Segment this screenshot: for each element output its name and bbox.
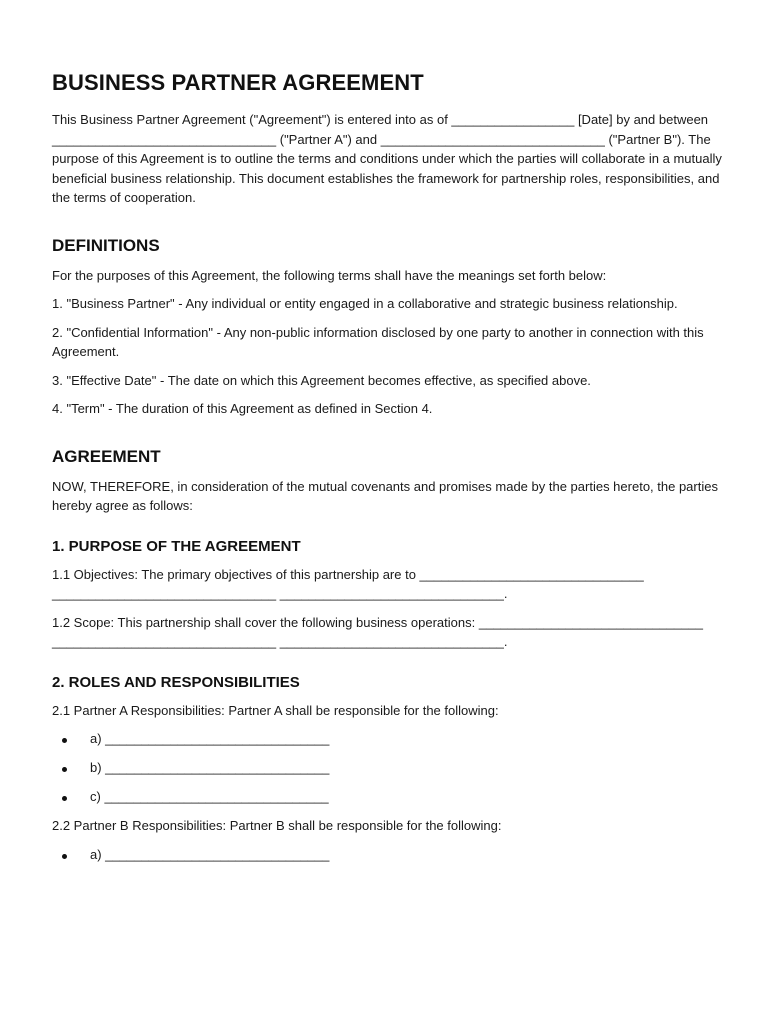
purpose-heading: 1. PURPOSE OF THE AGREEMENT: [52, 537, 301, 555]
definition-item: 2. "Confidential Information" - Any non-public information disclosed by one party to another in connection with this Agreement.: [52, 324, 704, 359]
partner-a-lead: 2.1 Partner A Responsibilities: Partner A shall be responsible for the following:: [52, 702, 499, 718]
agreement-heading: AGREEMENT: [52, 446, 161, 466]
partner-b-list: [52, 845, 730, 865]
roles-heading: 2. ROLES AND RESPONSIBILITIES: [52, 673, 300, 691]
list-item: a) _______________________________: [52, 729, 730, 749]
definition-item: 4. "Term" - The duration of this Agreement as defined in Section 4.: [52, 401, 433, 416]
list-item: b) _______________________________: [52, 758, 730, 778]
agreement-text: NOW, THEREFORE, in consideration of the mutual covenants and promises made by the parties hereto, the parties hereby agree as follows:: [52, 478, 718, 513]
partner-b-lead: 2.2 Partner B Responsibilities: Partner B shall be responsible for the following:: [52, 818, 502, 833]
objectives-clause: 1.1 Objectives: The primary objectives of this partnership are to _______________________________ _______________________________ _______________________________.: [52, 566, 644, 601]
document-title: BUSINESS PARTNER AGREEMENT: [52, 70, 424, 95]
definitions-heading: DEFINITIONS: [52, 235, 160, 255]
intro-paragraph: This Business Partner Agreement ("Agreement") is entered into as of _________________ [Date] by and between _______________________________ ("Partner A") and _______________________________ ("Partner B"). The purpose of this Agreement is to outline the terms and conditions under which the parties will collaborate in a mutually beneficial business relationship. This document establishes the framework for partnership roles, responsibilities, and the terms of cooperation.: [52, 112, 722, 205]
definition-item: 1. "Business Partner" - Any individual or entity engaged in a collaborative and strategic business relationship.: [52, 296, 678, 311]
definitions-section: [52, 236, 730, 419]
roles-section: [52, 674, 730, 865]
definitions-lead: For the purposes of this Agreement, the following terms shall have the meanings set forth below:: [52, 267, 607, 283]
partner-a-list: [52, 729, 730, 807]
list-item: c) _______________________________: [52, 787, 730, 807]
list-item: a) _______________________________: [52, 845, 730, 865]
scope-clause: 1.2 Scope: This partnership shall cover the following business operations: _______________________________ _______________________________ _______________________________.: [52, 614, 703, 649]
agreement-section: [52, 447, 730, 516]
purpose-section: [52, 538, 730, 652]
definition-item: 3. "Effective Date" - The date on which this Agreement becomes effective, as specified above.: [52, 372, 591, 388]
